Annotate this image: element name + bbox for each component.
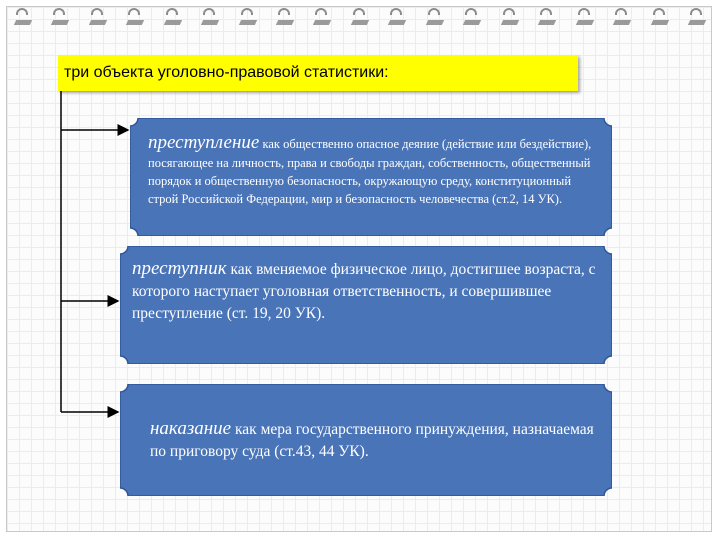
diagram-title-text: три объекта уголовно-правовой статистики:: [64, 64, 389, 81]
object-description: как вменяемое физическое лицо, достигшее возраста, с которого наступает уголовная ответственность, и совершившее преступление (ст. 19, 20 УК).: [132, 261, 596, 322]
object-description: как общественно опасное деяние (действие или бездействие), посягающее на личность, права и свободы граждан, собственность, общественный порядок и общественную безопасность, окружающую среду, конституционный строй Российской Федерации, мир и безопасность человечества (ст.2, 14 УК).: [148, 137, 592, 206]
object-box-punishment: [120, 384, 612, 496]
object-term: преступление: [148, 132, 260, 153]
object-description: как мера государственного принуждения, назначаемая по приговору суда (ст.43, 44 УК).: [150, 421, 594, 460]
object-term: преступник: [132, 258, 227, 279]
object-box-crime: [130, 118, 612, 236]
object-term: наказание: [150, 418, 232, 439]
diagram-title: [58, 55, 578, 91]
object-box-criminal: [120, 246, 612, 364]
